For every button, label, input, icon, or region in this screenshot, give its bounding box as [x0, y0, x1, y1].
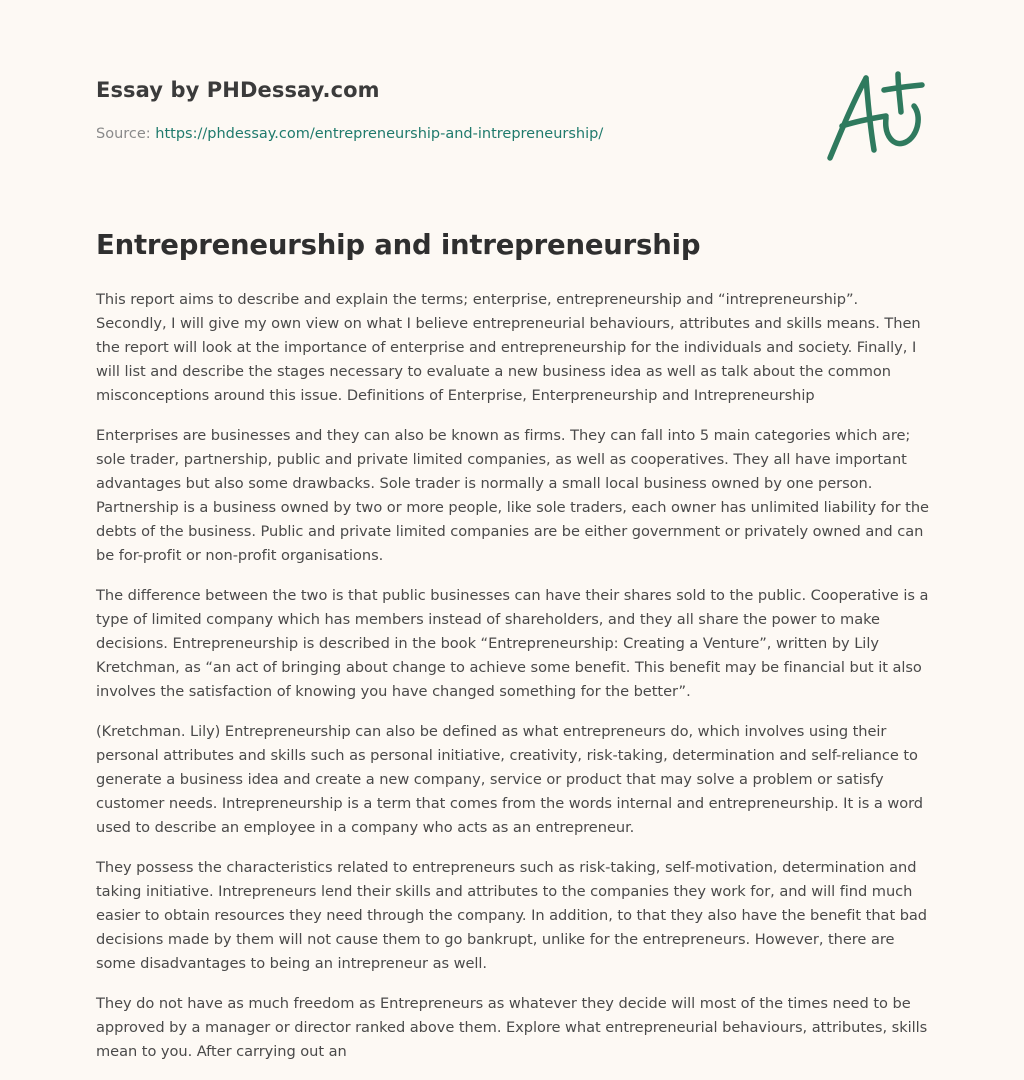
essay-paragraph: The difference between the two is that public businesses can have their shares sold to the public. Cooperative is a type of limited company which has members instead of shareholders, and they all share the power to make decisions. Entrepreneurship is described in the book “Entrepreneurship: Creating a Venture”, written by Lily Kretchman, as “an act of bringing about change to achieve some benefit. This benefit may be financial but it also involves the satisfaction of knowing you have changed something for the better”. [96, 587, 929, 700]
a-plus-grade-logo-icon [822, 64, 932, 168]
source-line [96, 124, 796, 144]
source-link[interactable]: https://phdessay.com/entrepreneurship-and-intrepreneurship/ [155, 126, 604, 142]
essay-paragraph: Enterprises are businesses and they can also be known as firms. They can fall into 5 main categories which are; sole trader, partnership, public and private limited companies, as well as cooperatives. They all have important advantages but also some drawbacks. Sole trader is normally a small local business owned by one person. Partnership is a business owned by two or more people, like sole traders, each owner has unlimited liability for the debts of the business. Public and private limited companies are be either government or privately owned and can be for-profit or non-profit organisations. [96, 427, 929, 564]
site-title: Essay by PHDessay.com [96, 78, 380, 102]
source-label: Source: [96, 126, 156, 142]
essay-title: Entrepreneurship and intrepreneurship [96, 229, 701, 261]
essay-paragraph: (Kretchman. Lily) Entrepreneurship can also be defined as what entrepreneurs do, which involves using their personal attributes and skills such as personal initiative, creativity, risk-taking, determination and self-reliance to generate a business idea and create a new company, service or product that may solve a problem or satisfy customer needs. Intrepreneurship is a term that comes from the words internal and entrepreneurship. It is a word used to describe an employee in a company who acts as an entrepreneur. [96, 723, 923, 836]
essay-paragraph: They possess the characteristics related to entrepreneurs such as risk-taking, self-motivation, determination and taking initiative. Intrepreneurs lend their skills and attributes to the companies they work for, and will find much easier to obtain resources they need through the company. In addition, to that they also have the benefit that bad decisions made by them will not cause them to go bankrupt, unlike for the entrepreneurs. However, there are some disadvantages to being an intrepreneur as well. [96, 859, 928, 972]
page-header [96, 76, 796, 144]
essay-paragraph: They do not have as much freedom as Entrepreneurs as whatever they decide will most of the times need to be approved by a manager or director ranked above them. Explore what entrepreneurial behaviours, attributes, skills mean to you. After carrying out an [96, 995, 928, 1060]
essay-paragraph: This report aims to describe and explain the terms; enterprise, entrepreneurship and “intrepreneurship”. Secondly, I will give my own view on what I believe entrepreneurial behaviours, attributes and skills means. Then the report will look at the importance of enterprise and entrepreneurship for the individuals and society. Finally, I will list and describe the stages necessary to evaluate a new business idea as well as talk about the common misconceptions around this issue. Definitions of Enterprise, Enterpreneurship and Intrepreneurship [96, 291, 921, 404]
essay-content [96, 226, 932, 1080]
